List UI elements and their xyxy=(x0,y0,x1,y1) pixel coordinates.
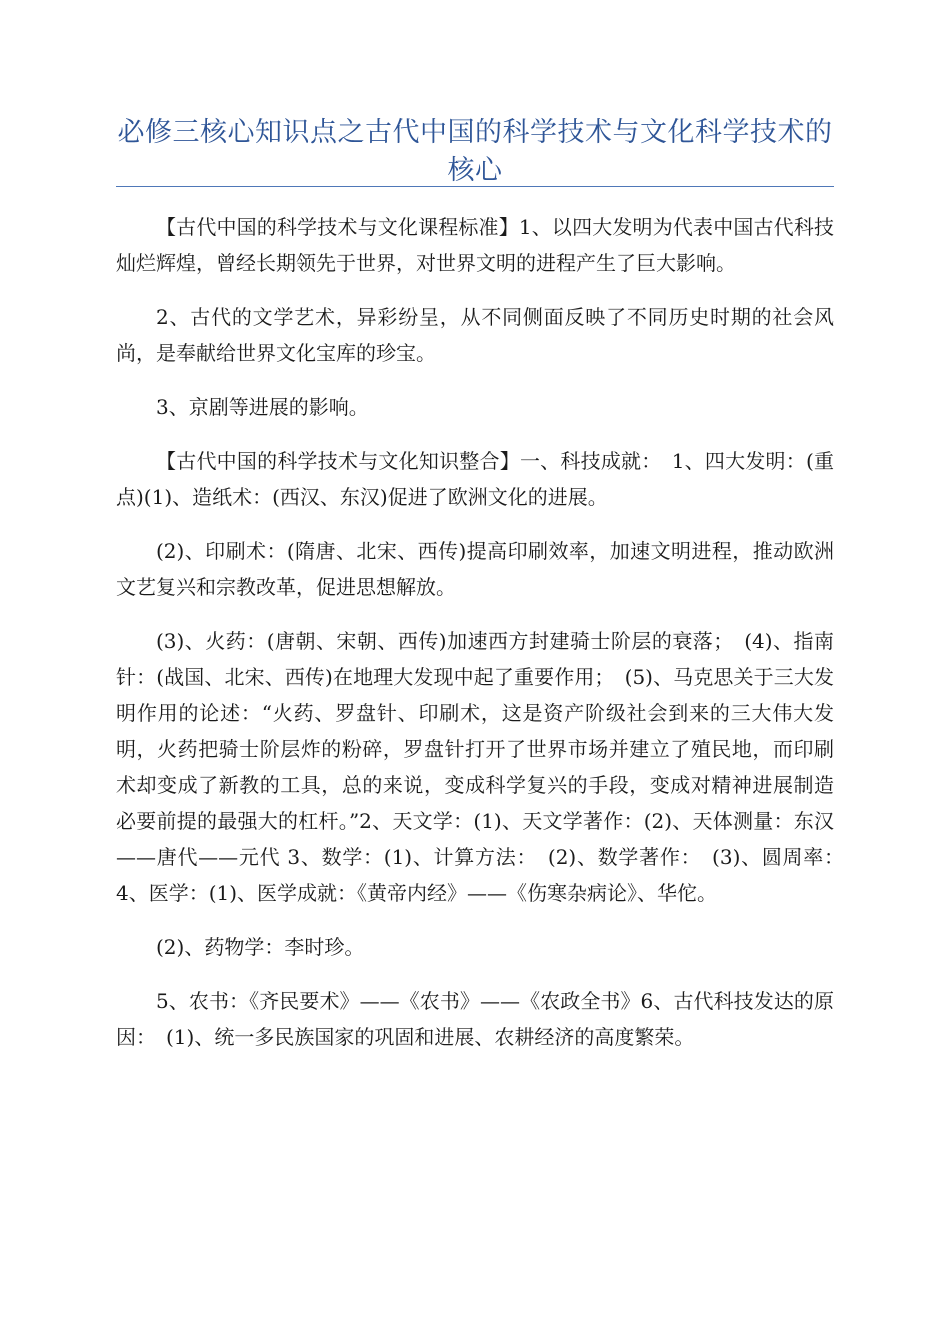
paragraph-printing: (2)、印刷术：(隋唐、北宋、西传)提高印刷效率，加速文明进程，推动欧洲文艺复兴和宗教改革，促进思想解放。 xyxy=(116,539,834,599)
paragraph-gunpowder-compass: (3)、火药：(唐朝、宋朝、西传)加速西方封建骑士阶层的衰落； (4)、指南针：(战国、北宋、西传)在地理大发现中起了重要作用； (5)、马克思关于三大发明作用的论述：“火药、罗盘针、印刷术，这是资产阶级社会到来的三大伟大发明，火药把骑士阶层炸的粉碎，罗盘针打开了世界市场并建立了殖民地，而印刷术却变成了新教的工具，总的来说，变成科学复兴的手段，变成对精神进展制造必要前提的最强大的杠杆。”2、天文学：(1)、天文学著作：(2)、天体测量：东汉——唐代——元代 3、数学：(1)、计算方法： (2)、数学著作： (3)、圆周率： 4、医学：(1)、医学成就：《黄帝内经》——《伤寒杂病论》、华佗。 xyxy=(116,629,854,905)
paragraph-knowledge-integration: 【古代中国的科学技术与文化知识整合】一、科技成就： 1、四大发明：(重点)(1)、造纸术：(西汉、东汉)促进了欧洲文化的进展。 xyxy=(116,449,834,509)
paragraph-pharmacology: (2)、药物学：李时珍。 xyxy=(156,935,365,959)
document-title: 必修三核心知识点之古代中国的科学技术与文化科学技术的核心 xyxy=(117,117,833,186)
paragraph-peking-opera: 3、京剧等进展的影响。 xyxy=(156,395,369,419)
paragraph-curriculum-standard: 【古代中国的科学技术与文化课程标准】1、以四大发明为代表中国古代科技灿烂辉煌，曾经长期领先于世界，对世界文明的进程产生了巨大影响。 xyxy=(116,215,834,275)
document-body xyxy=(116,209,854,1073)
title-underline xyxy=(116,186,834,187)
paragraph-literature-art: 2、古代的文学艺术，异彩纷呈，从不同侧面反映了不同历史时期的社会风尚，是奉献给世界文化宝库的珍宝。 xyxy=(116,305,834,365)
paragraph-agriculture-books: 5、农书：《齐民要术》——《农书》——《农政全书》6、古代科技发达的原因： (1)、统一多民族国家的巩固和进展、农耕经济的高度繁荣。 xyxy=(116,989,834,1049)
